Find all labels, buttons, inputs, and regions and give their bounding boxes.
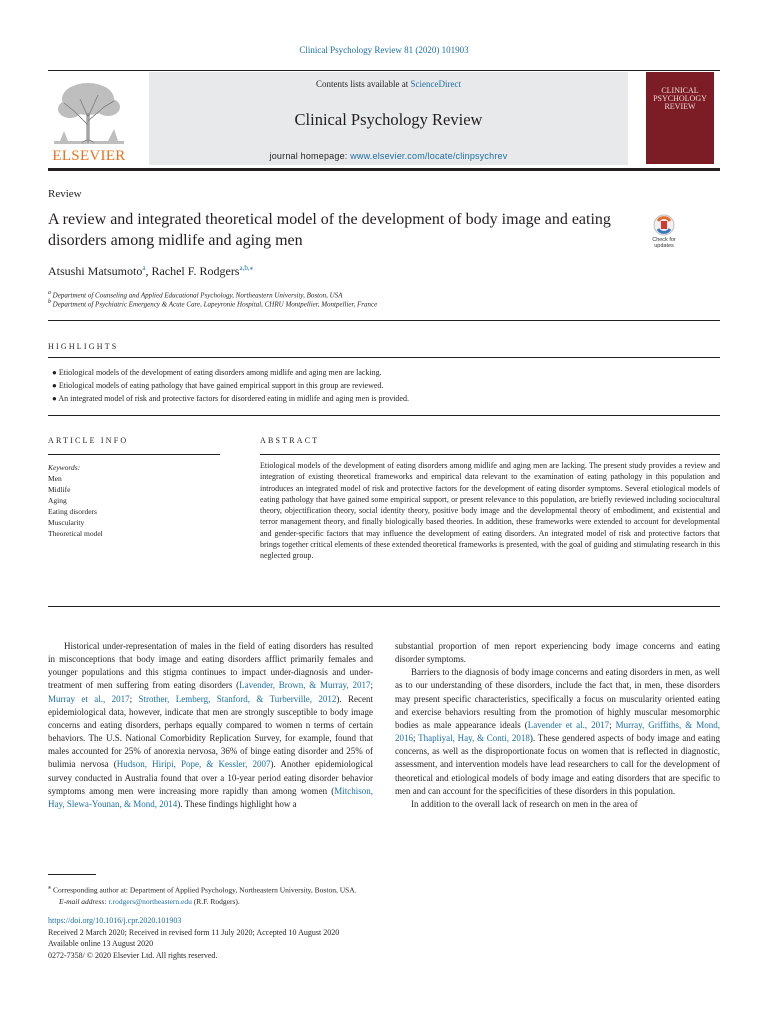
highlight-item <box>52 381 383 390</box>
header-rule <box>48 70 720 71</box>
footnote-rule <box>48 874 96 875</box>
keyword: Midlife <box>48 485 71 494</box>
highlight-text: Etiological models of the development of eating disorders among midlife and aging men are lacking. <box>58 368 382 377</box>
cover-title: CLINICAL PSYCHOLOGY REVIEW <box>653 86 707 111</box>
affiliation-text: Department of Psychiatric Emergency & Acute Care, Lapeyronie Hospital, CHRU Montpellier, Montpellier, France <box>52 300 378 309</box>
abstract-text: Etiological models of the development of eating disorders among midlife and aging men are lacking. The present study provides a review and integration of existing theoretical frameworks and empirical data relevant to the examination of eating pathology in this population and introduces an integrated model of risk and protective factors for the development of eating disorder symptoms. Several etiological models of eating pathology that have gained some empirical support, or present relevance to this population, are briefly reviewed including sociocultural theory, objectification theory, social identity theory, positive body image and the developmental theory of embodiment, and existential and terror management theory, and finally biologically based theories. In addition, these frameworks were extended to account for developmental and gender-specific factors that may influence the development of eating disorders. An integrated model of risk and protective factors that brings together critical elements of these extended theoretical frameworks is presented, with the goal of guiding and stimulating research in this neglected group. <box>260 461 720 561</box>
body-text: ; <box>413 733 419 744</box>
body-text: ; <box>609 719 616 730</box>
contents-line <box>149 79 628 89</box>
affiliation-text: Department of Counseling and Applied Educational Psychology, Northeastern University, Boston, USA <box>52 291 343 300</box>
journal-name: Clinical Psychology Review <box>294 110 483 129</box>
highlight-text: An integrated model of risk and protective factors for disordered eating in midlife and aging men is provided. <box>58 394 409 403</box>
article-info-heading: ARTICLE INFO <box>48 436 129 445</box>
email-link[interactable]: r.rodgers@northeastern.edu <box>108 896 192 906</box>
corresponding-text: Corresponding author at: Department of Applied Psychology, Northeastern University, Boston, USA. <box>51 885 357 895</box>
footnote <box>48 882 357 907</box>
section-rule <box>48 357 720 358</box>
affiliation-mark[interactable]: a <box>142 264 146 272</box>
masthead-rule <box>48 168 720 171</box>
affiliation-sup: b <box>48 299 51 305</box>
available-online: Available online 13 August 2020 <box>48 939 154 948</box>
body-column-left <box>48 640 373 811</box>
citation-link[interactable]: Thapliyal, Hay, & Conti, 2018 <box>418 733 530 744</box>
received-dates: Received 2 March 2020; Received in revised form 11 July 2020; Accepted 10 August 2020 <box>48 927 340 937</box>
copyright-line: 0272-7358/ © 2020 Elsevier Ltd. All rights reserved. <box>48 950 218 960</box>
citation-link[interactable]: Murray et al., 2017 <box>48 693 130 704</box>
sciencedirect-link[interactable]: ScienceDirect <box>410 79 461 89</box>
journal-citation[interactable]: Clinical Psychology Review 81 (2020) 101903 <box>299 45 469 55</box>
keyword: Theoretical model <box>48 529 103 538</box>
section-rule <box>260 454 720 455</box>
body-paragraph: substantial proportion of men report experiencing body image concerns and eating disorder symptoms. <box>395 641 720 665</box>
check-for-updates-button[interactable] <box>646 213 682 253</box>
body-text: ). Recent epidemiological data, however, indicate that men are strongly susceptible to body image concerns and eating disorders, perhaps equally compared to women n terms of certain behaviors. The U.S. National Comorbidity Replication Survey, for example, found that males accounted for 25% of anorexia nervosa, 36% of binge eating disorder and 25% of bulimia nervosa ( <box>48 693 373 770</box>
citation-link[interactable]: Lavender, Brown, & Murray, 2017 <box>239 680 371 691</box>
keywords-block <box>48 462 103 539</box>
body-paragraph <box>48 640 373 811</box>
affiliation-sup: a <box>48 290 51 296</box>
corresponding-author-mark[interactable]: ⁎ <box>249 264 254 272</box>
abstract-heading: ABSTRACT <box>260 436 320 445</box>
body-text: ). These gendered aspects of body image and eating concerns, as well as the disproportionate focus on women that is reflected in diagnostic, assessment, and intervention models have lead researchers to call for the development of theoretical and etiological models of body image and eating disorders that are specific to men and can account for the specificities of these disorders in this population. <box>395 733 720 796</box>
author-name[interactable]: Atsushi Matsumoto <box>48 264 143 278</box>
section-rule <box>48 320 720 321</box>
body-column-right <box>395 640 720 811</box>
affiliation <box>48 299 377 308</box>
highlights-heading: HIGHLIGHTS <box>48 342 119 351</box>
homepage-prefix: journal homepage: <box>269 151 351 161</box>
elsevier-wordmark: ELSEVIER <box>52 148 126 164</box>
check-updates-label: Check for updates <box>652 237 676 249</box>
keyword: Men <box>48 474 62 483</box>
article-title: A review and integrated theoretical model of the development of body image and eating disorders among midlife and aging men <box>48 211 611 249</box>
citation-link[interactable]: Hudson, Hiripi, Pope, & Kessler, 2007 <box>116 759 271 770</box>
citation-link[interactable]: Strother, Lemberg, Stanford, & Turberville, 2012 <box>138 693 337 704</box>
footnote-mark: ⁎ <box>48 884 52 891</box>
citation-link[interactable]: Mitchison, Hay, Slewa-Younan, & Mond, 2014 <box>48 785 373 809</box>
highlight-text: Etiological models of eating pathology that have gained empirical support in this group are reviewed. <box>58 381 384 390</box>
body-text: ; <box>129 693 139 704</box>
section-rule <box>48 606 720 607</box>
author-separator: , <box>145 264 152 278</box>
email-label: E-mail address: <box>59 896 109 906</box>
homepage-line <box>149 151 628 161</box>
email-line <box>48 896 357 907</box>
keywords-label: Keywords: <box>48 463 81 472</box>
article-type: Review <box>48 188 82 200</box>
doi-block <box>48 915 339 961</box>
body-text: Barriers to the diagnosis of body image concerns and eating disorders in men, as well as to our understanding of these disorders, include the fact that, in men, these disorders may present specific characteristics, specifically a focus on muscularity oriented eating and exercise behaviors resulting from the promotion of highly muscular mesomorphic bodies as male appearance ideals ( <box>395 667 720 730</box>
corresponding-author-note <box>48 882 357 896</box>
author-name[interactable]: Rachel F. Rodgers <box>151 264 240 278</box>
doi-link[interactable]: https://doi.org/10.1016/j.cpr.2020.101903 <box>48 916 182 925</box>
affiliation-mark[interactable]: a,b, <box>239 264 250 272</box>
body-text: ). These findings highlight how a <box>177 798 297 809</box>
homepage-link[interactable]: www.elsevier.com/locate/clinpsychrev <box>350 151 508 161</box>
keyword: Muscularity <box>48 518 85 527</box>
citation-link[interactable]: Murray, Griffiths, & Mond, 2016 <box>395 719 720 744</box>
keyword: Eating disorders <box>48 507 97 516</box>
body-text: Historical under-representation of males in the field of eating disorders has resulted in misconceptions that body image and eating disorders afflict primarily females and younger populations and this stigma continues to impact under-diagnosis and under-treatment of men suffering from eating disorders ( <box>48 641 373 691</box>
body-text: ). Another epidemiological survey conducted in Australia found that over a 10-year period eating disorder behavior symptoms among men were increasing more rapidly than among women ( <box>48 759 373 796</box>
body-paragraph <box>395 666 720 798</box>
highlight-item <box>52 394 409 403</box>
section-rule <box>48 415 720 416</box>
email-suffix: (R.F. Rodgers). <box>191 896 240 906</box>
affiliation <box>48 290 342 299</box>
author-list <box>48 264 253 279</box>
body-paragraph: In addition to the overall lack of research on men in the area of <box>411 798 638 809</box>
bullet-icon: ● <box>52 394 57 403</box>
body-text: ; <box>370 680 373 691</box>
keyword: Aging <box>48 496 67 505</box>
contents-prefix: Contents lists available at <box>316 79 411 89</box>
section-rule <box>48 454 220 455</box>
citation-link[interactable]: Lavender et al., 2017 <box>527 719 610 730</box>
highlight-item <box>52 368 382 377</box>
bullet-icon: ● <box>52 381 57 390</box>
bullet-icon: ● <box>52 368 57 377</box>
